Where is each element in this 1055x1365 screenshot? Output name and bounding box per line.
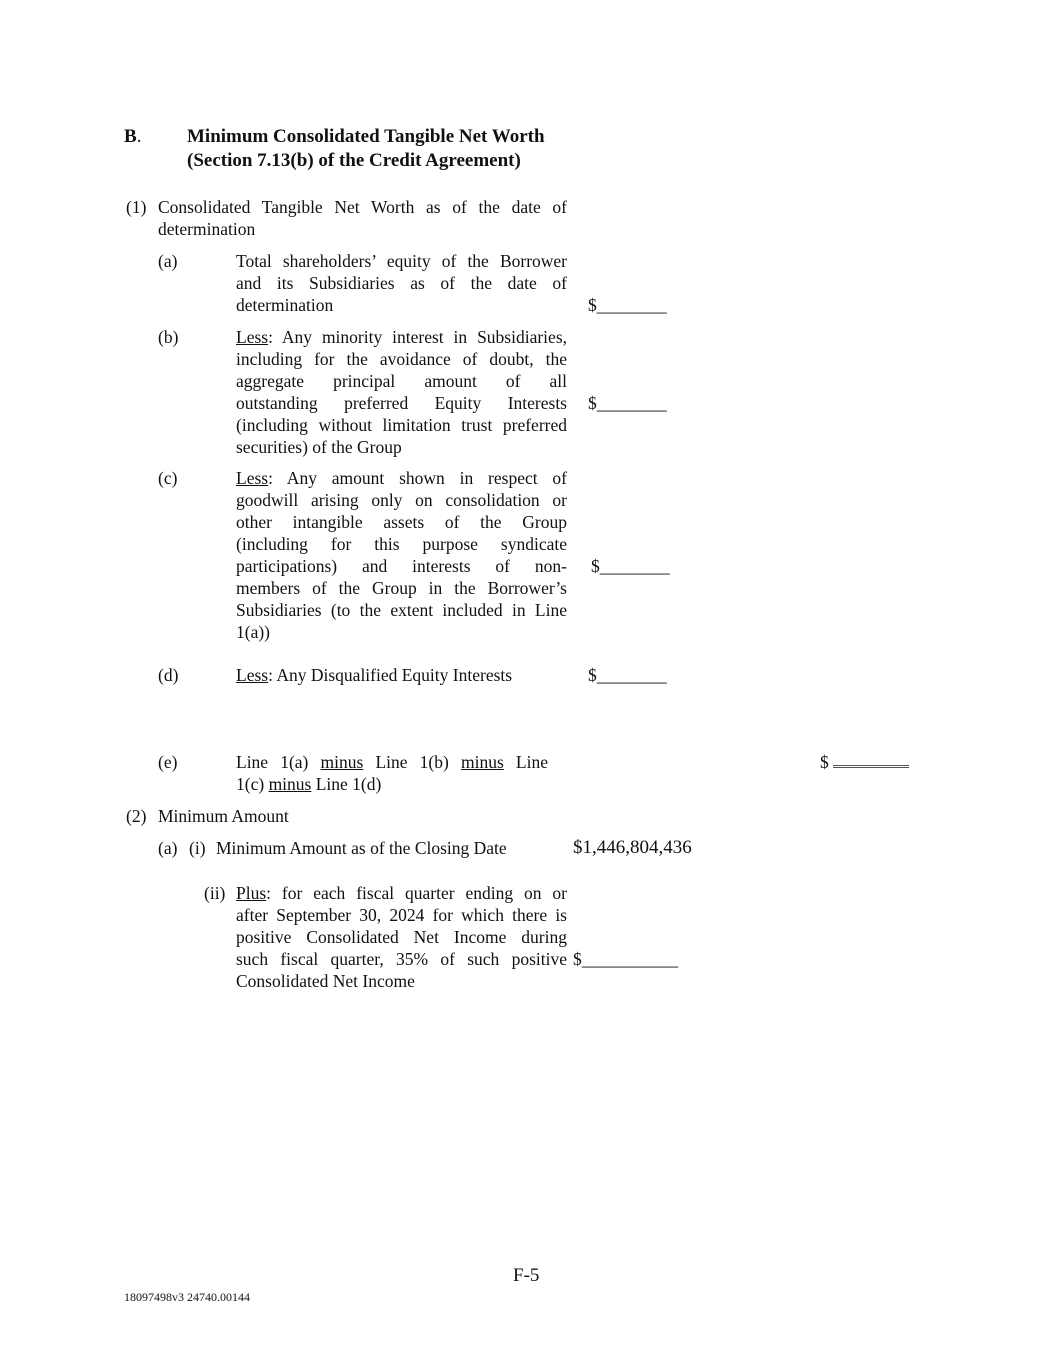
item1c-amount-blank[interactable]: $________: [591, 556, 670, 576]
item1-number: (1): [126, 197, 147, 217]
item1-text-line1: Consolidated Tangible Net Worth as of the date of: [158, 197, 567, 217]
less-label: Less: [236, 327, 269, 347]
item1c-line1: Less: Any amount shown in respect of: [236, 468, 567, 488]
item1b-line: (including without limitation trust preferred: [236, 415, 567, 435]
item2a-i-text: Minimum Amount as of the Closing Date: [216, 838, 507, 858]
double-underline-blank: [833, 751, 909, 768]
less-label: Less: [236, 665, 269, 685]
item2-text: Minimum Amount: [158, 806, 289, 826]
section-title-line1: Minimum Consolidated Tangible Net Worth: [187, 126, 545, 147]
item1a-line: determination: [236, 295, 334, 315]
item1a-line: and its Subsidiaries as of the date of: [236, 273, 567, 293]
minimum-amount-value: $1,446,804,436: [573, 837, 692, 858]
item1a-line: Total shareholders’ equity of the Borrower: [236, 251, 567, 271]
item1c-line: other intangible assets of the Group: [236, 512, 567, 532]
item1e-total-field[interactable]: $: [820, 751, 909, 773]
item2a-ii-line: Consolidated Net Income: [236, 971, 415, 991]
item2a-ii-line: positive Consolidated Net Income during: [236, 927, 567, 947]
item1b-line: including for the avoidance of doubt, the: [236, 349, 567, 369]
item1b-line1: Less: Any minority interest in Subsidiaries,: [236, 327, 567, 347]
item1c-line: participations) and interests of non-: [236, 556, 567, 576]
item1b-amount-blank[interactable]: $________: [588, 393, 667, 413]
item1c-label: (c): [158, 468, 178, 488]
item2a-ii-amount-blank[interactable]: $___________: [573, 949, 678, 969]
item1c-line: members of the Group in the Borrower’s: [236, 578, 567, 598]
item1e-line1: Line 1(a) minus Line 1(b) minus Line: [236, 752, 548, 772]
item1c-line: goodwill arising only on consolidation or: [236, 490, 567, 510]
item1b-label: (b): [158, 327, 179, 347]
item1b-line: aggregate principal amount of all: [236, 371, 567, 391]
item1c-line: (including for this purpose syndicate: [236, 534, 567, 554]
item1b-line: securities) of the Group: [236, 437, 402, 457]
item1a-amount-blank[interactable]: $________: [588, 295, 667, 315]
item1-text-line2: determination: [158, 219, 256, 239]
page-number: F-5: [513, 1265, 540, 1286]
item2a-ii-line: after September 30, 2024 for which there is: [236, 905, 567, 925]
item2a-i-label: (i): [189, 838, 206, 858]
item2a-ii-line1: Plus: for each fiscal quarter ending on or: [236, 883, 567, 903]
item1d-text: Less: Any Disqualified Equity Interests: [236, 665, 513, 685]
item2a-label: (a): [158, 838, 178, 858]
item2a-ii-label: (ii): [204, 883, 226, 903]
item2-number: (2): [126, 806, 147, 826]
plus-label: Plus: [236, 883, 267, 903]
item2a-ii-line: such fiscal quarter, 35% of such positive: [236, 949, 567, 969]
item1a-label: (a): [158, 251, 178, 271]
item1e-line2: 1(c) minus Line 1(d): [236, 774, 382, 794]
item1d-amount-blank[interactable]: $________: [588, 665, 667, 685]
item1b-line: outstanding preferred Equity Interests: [236, 393, 567, 413]
less-label: Less: [236, 468, 269, 488]
item1c-line: 1(a)): [236, 622, 271, 642]
document-id: 18097498v3 24740.00144: [124, 1290, 250, 1304]
item1c-line: Subsidiaries (to the extent included in Line: [236, 600, 567, 620]
item1e-label: (e): [158, 752, 178, 772]
section-letter: B.: [124, 126, 142, 147]
item1d-label: (d): [158, 665, 179, 685]
section-title-line2: (Section 7.13(b) of the Credit Agreement): [187, 150, 521, 171]
